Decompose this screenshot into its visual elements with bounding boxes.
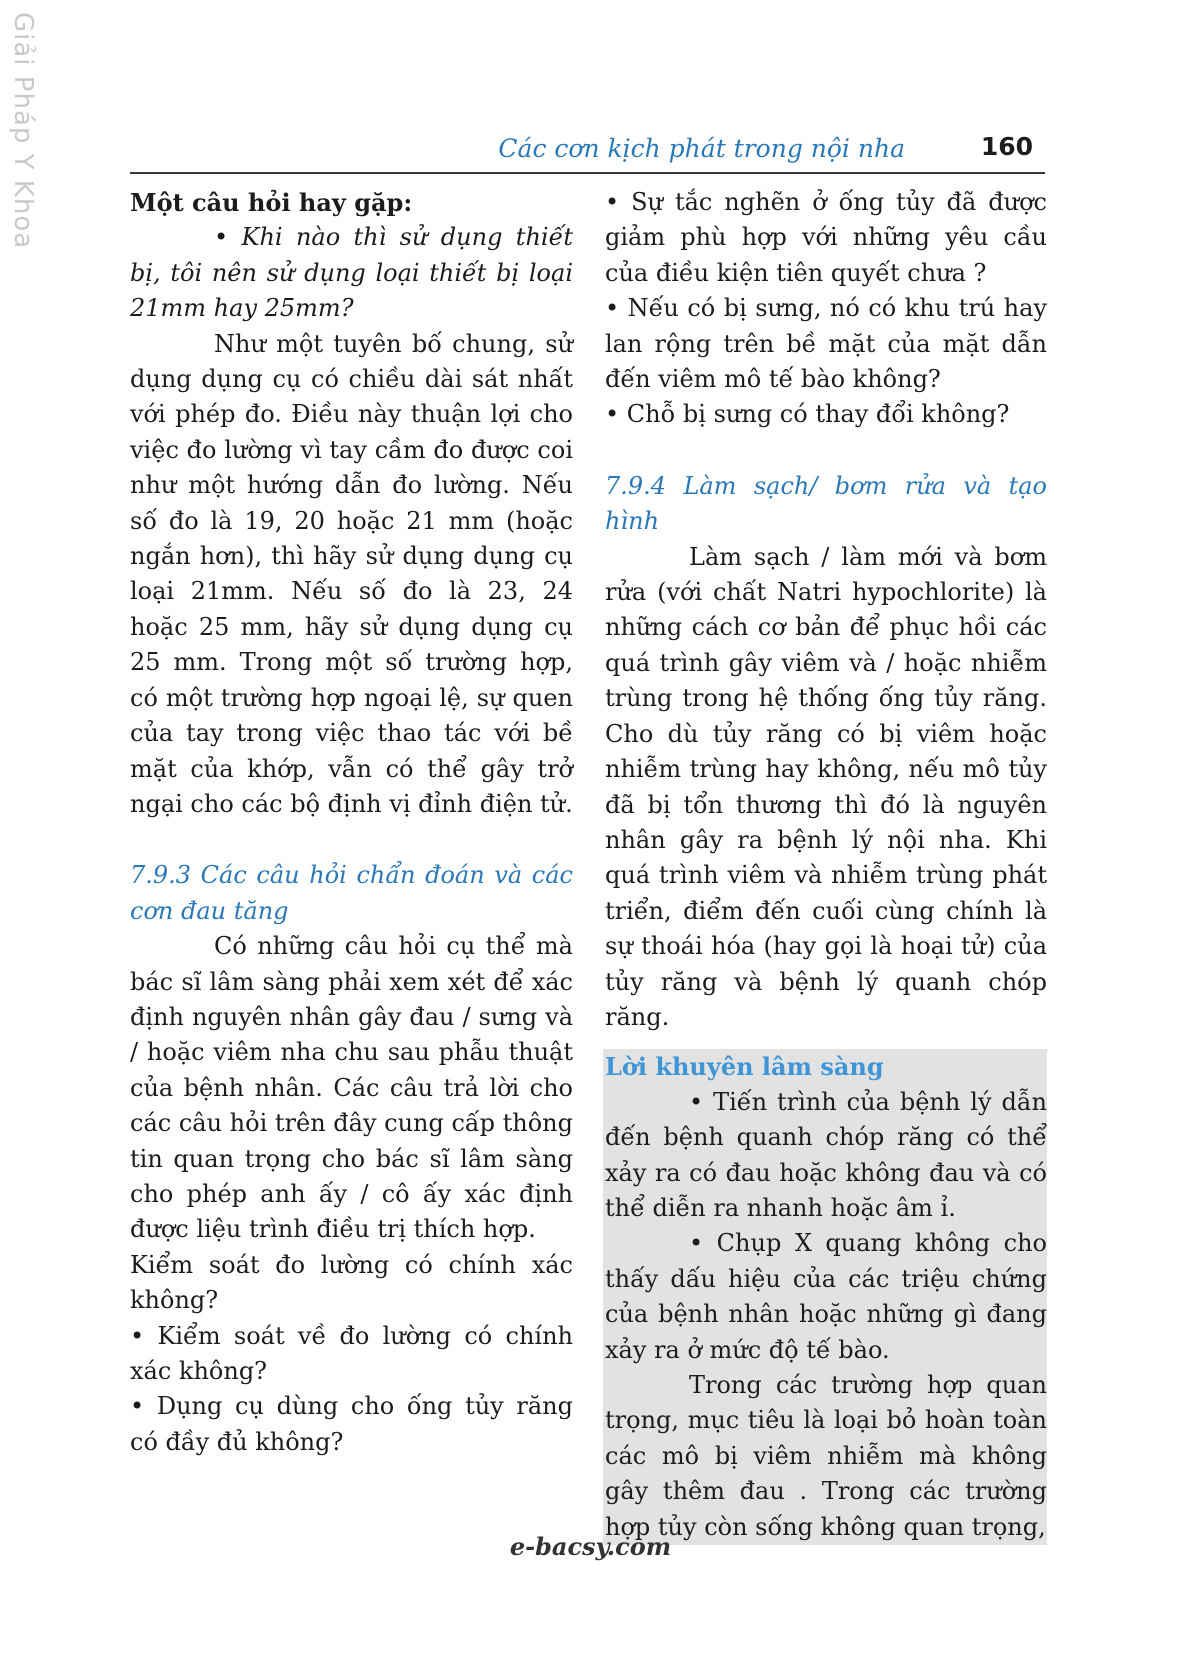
- bullet-item: • Nếu có bị sưng, nó có khu trú hay lan rộng trên bề mặt của mặt dẫn đến viêm mô tế bào không?: [605, 294, 1047, 394]
- bullet-item: • Dụng cụ dùng cho ống tủy răng có đầy đủ không?: [130, 1392, 573, 1456]
- left-column: [130, 185, 573, 1460]
- clinical-advice-box: [603, 1049, 1047, 1545]
- bullet-item: • Sự tắc nghẽn ở ống tủy đã được giảm phù hợp với những yêu cầu của điều kiện tiên quyết chưa ?: [605, 188, 1047, 287]
- advice-point-1: • Tiến trình của bệnh lý dẫn đến bệnh quanh chóp răng có thể xảy ra có đau hoặc không đau và có thể diễn ra nhanh hoặc âm ỉ.: [605, 1087, 1047, 1222]
- running-title: Các cơn kịch phát trong nội nha: [498, 134, 905, 163]
- section-paragraph-793: Có những câu hỏi cụ thể mà bác sĩ lâm sàng phải xem xét để xác định nguyên nhân gây đau / sưng và / hoặc viêm nha chu sau phẫu thuật của bệnh nhân. Các câu trả lời cho các câu hỏi trên đây cung cấp thông tin quan trọng cho bác sĩ lâm sàng cho phép anh ấy / cô ấy xác định được liệu trình điều trị thích hợp.: [130, 932, 573, 1244]
- control-question: Kiểm soát đo lường có chính xác không?: [130, 1250, 573, 1315]
- answer-paragraph: Như một tuyên bố chung, sử dụng dụng cụ có chiều dài sát nhất với phép đo. Điều này thuận lợi cho việc đo lường vì tay cầm đo được coi như một hướng dẫn đo lường. Nếu số đo là 19, 20 hoặc 21 mm (hoặc ngắn hơn), thì hãy sử dụng dụng cụ loại 21mm. Nếu số đo là 23, 24 hoặc 25 mm, hãy sử dụng dụng cụ 25 mm. Trong một số trường hợp, có một trường hợp ngoại lệ, sự quen của tay trong việc thao tác với bề mặt của khớp, vẫn có thể gây trở ngại cho các bộ định vị đỉnh điện tử.: [130, 329, 573, 818]
- question-text: • Khi nào thì sử dụng thiết bị, tôi nên sử dụng loại thiết bị loại 21mm hay 25mm?: [130, 223, 573, 323]
- bullet-item: • Kiểm soát về đo lường có chính xác không?: [130, 1321, 573, 1385]
- side-watermark: Giải Pháp Y Khoa: [8, 12, 38, 250]
- question-heading: Một câu hỏi hay gặp:: [130, 188, 413, 217]
- advice-title: Lời khuyên lâm sàng: [605, 1052, 884, 1082]
- bullet-item: • Chỗ bị sưng có thay đổi không?: [605, 400, 1010, 429]
- right-column: [605, 185, 1047, 1545]
- section-heading-793: 7.9.3 Các câu hỏi chẩn đoán và các cơn đau tăng: [130, 861, 573, 925]
- advice-point-2: • Chụp X quang không cho thấy dấu hiệu của các triệu chứng của bệnh nhân hoặc những gì đang xảy ra ở mức độ tế bào.: [605, 1229, 1047, 1364]
- footer-site: e-bacsy.com: [509, 1532, 672, 1561]
- section-heading-794: 7.9.4 Làm sạch/ bơm rửa và tạo hình: [605, 471, 1047, 536]
- advice-paragraph: Trong các trường hợp quan trọng, mục tiêu là loại bỏ hoàn toàn các mô bị viêm nhiễm mà không gây thêm đau . Trong các trường hợp tủy còn sống không quan trọng,: [605, 1371, 1047, 1541]
- section-paragraph-794: Làm sạch / làm mới và bơm rửa (với chất Natri hypochlorite) là những cách cơ bản để phục hồi các quá trình gây viêm và / hoặc nhiễm trùng trong hệ thống ống tủy răng. Cho dù tủy răng có bị viêm hoặc nhiễm trùng hay không, nếu mô tủy đã bị tổn thương thì đó là nguyên nhân gây ra bệnh lý nội nha. Khi quá trình viêm và nhiễm trùng phát triển, điểm đến cuối cùng chính là sự thoái hóa (hay gọi là hoại tử) của tủy răng và bệnh lý quanh chóp răng.: [605, 542, 1047, 1031]
- page-number: 160: [980, 132, 1033, 161]
- page-header: [130, 130, 1045, 174]
